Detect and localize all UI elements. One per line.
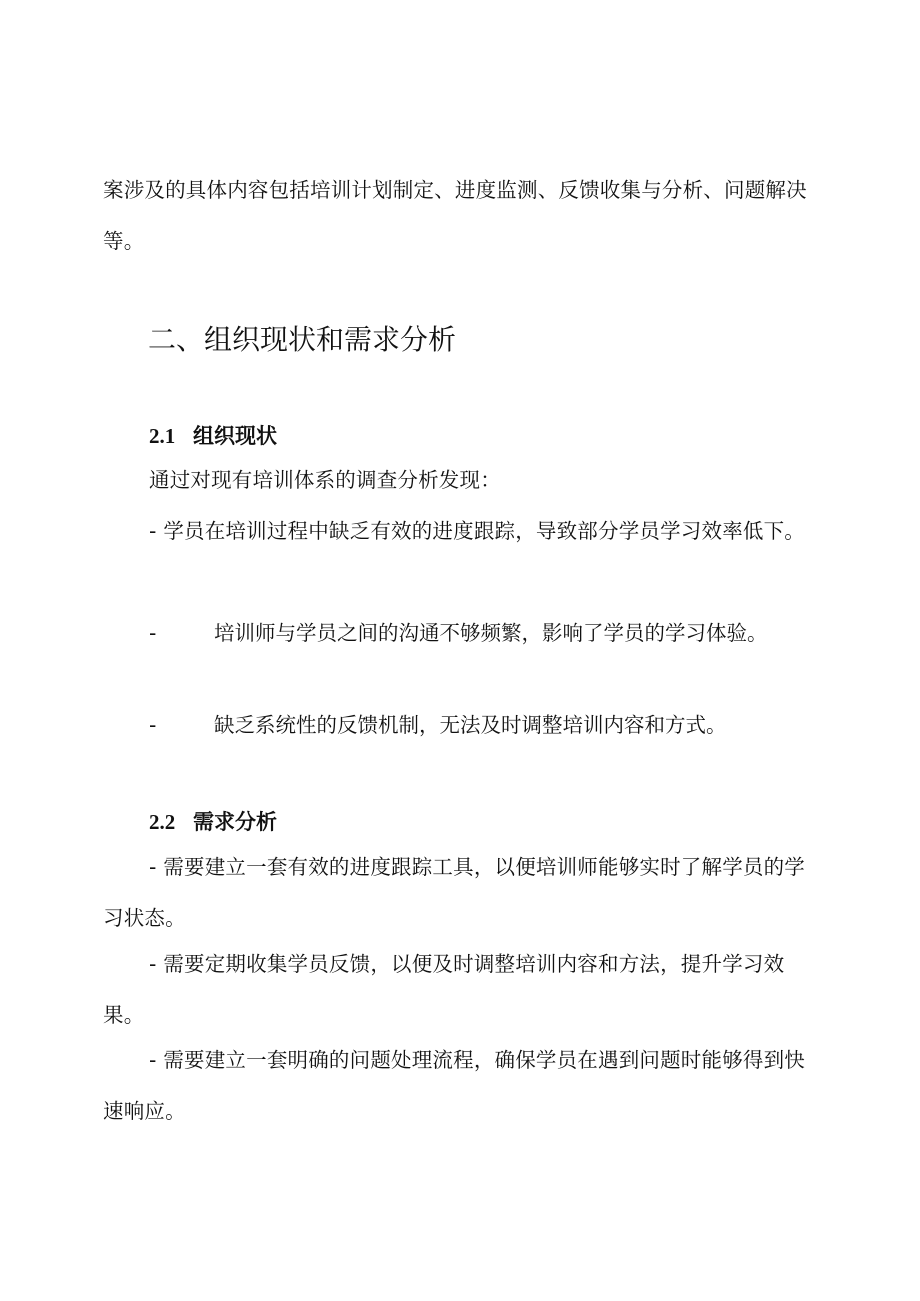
- need-item-3: - 需要建立一套明确的问题处理流程，确保学员在遇到问题时能够得到快速响应。: [103, 1048, 806, 1123]
- status-item-2: [103, 608, 823, 659]
- status-item-1: - 学员在培训过程中缺乏有效的进度跟踪，导致部分学员学习效率低下。: [149, 519, 806, 543]
- subsection-number: 2.2: [149, 810, 176, 834]
- need-item-2: - 需要定期收集学员反馈，以便及时调整培训内容和方法，提升学习效果。: [103, 952, 785, 1027]
- intro-paragraph: 案涉及的具体内容包括培训计划制定、进度监测、反馈收集与分析、问题解决等。: [103, 178, 807, 253]
- status-item-3: [103, 700, 823, 751]
- subsection-title: 需求分析: [193, 810, 277, 834]
- list-dash: -: [149, 713, 157, 737]
- subsection-heading-2-2: [149, 806, 277, 836]
- list-dash: -: [149, 621, 157, 645]
- subsection-title: 组织现状: [193, 424, 277, 448]
- subsection-heading-2-1: [149, 420, 277, 450]
- status-item-2-text: 培训师与学员之间的沟通不够频繁，影响了学员的学习体验。: [214, 621, 768, 645]
- need-item-1: - 需要建立一套有效的进度跟踪工具，以便培训师能够实时了解学员的学习状态。: [103, 855, 806, 930]
- status-lead-paragraph: 通过对现有培训体系的调查分析发现：: [149, 468, 501, 492]
- subsection-number: 2.1: [149, 424, 176, 448]
- status-item-3-text: 缺乏系统性的反馈机制，无法及时调整培训内容和方式。: [214, 713, 727, 737]
- section-heading: 二、组织现状和需求分析: [148, 323, 457, 356]
